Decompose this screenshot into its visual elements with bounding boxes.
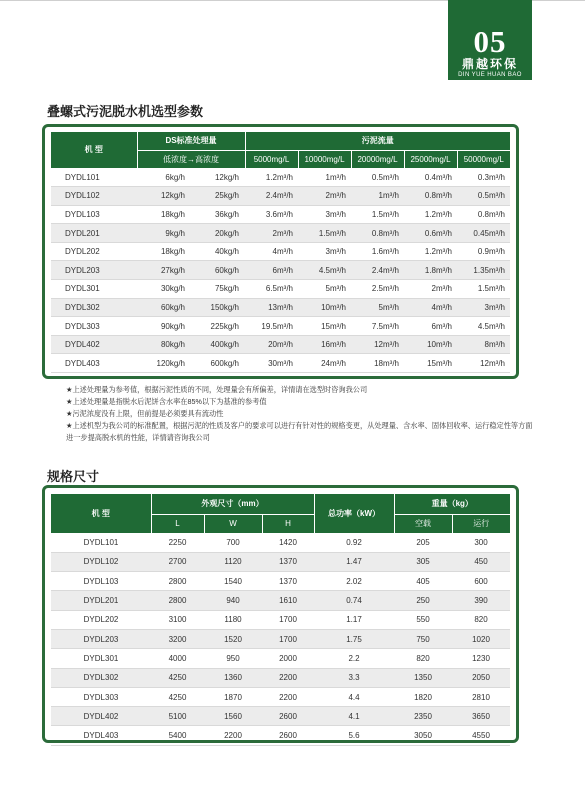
power-cell: 1.17 xyxy=(314,610,394,629)
table-row xyxy=(51,298,510,317)
table-row xyxy=(51,224,510,243)
running-weight-cell: 300 xyxy=(452,533,510,552)
note-item: ★上述处理量为参考值，根据污泥性质的不同，处理量会有所偏差，详情请在选型时咨询我公司 xyxy=(66,385,368,394)
flow-cell: 1.5m³/h xyxy=(351,205,404,224)
model-cell: DYDL202 xyxy=(51,610,151,629)
length-cell: 2700 xyxy=(151,552,204,571)
flow-cell: 2m³/h xyxy=(298,187,351,206)
table-row xyxy=(51,629,510,648)
width-cell: 1540 xyxy=(204,572,262,591)
model-cell: DYDL201 xyxy=(51,224,137,243)
header-weight-col: 运行 xyxy=(452,514,510,533)
power-cell: 3.3 xyxy=(314,668,394,687)
header-flow-col: 50000mg/L xyxy=(457,150,510,168)
flow-cell: 2.4m³/h xyxy=(351,261,404,280)
brand-badge xyxy=(448,0,532,80)
brand-name-cn: 鼎越环保 xyxy=(461,57,518,71)
power-cell: 4.1 xyxy=(314,707,394,726)
header-dim-col: L xyxy=(151,514,204,533)
ds-high-cell: 12kg/h xyxy=(189,168,245,187)
length-cell: 3200 xyxy=(151,629,204,648)
table-row xyxy=(51,261,510,280)
table-row xyxy=(51,242,510,261)
flow-cell: 0.9m³/h xyxy=(457,242,510,261)
empty-weight-cell: 250 xyxy=(394,591,452,610)
ds-low-cell: 80kg/h xyxy=(137,335,189,354)
running-weight-cell: 1230 xyxy=(452,649,510,668)
model-cell: DYDL403 xyxy=(51,354,137,373)
model-cell: DYDL301 xyxy=(51,649,151,668)
ds-high-cell: 150kg/h xyxy=(189,298,245,317)
flow-cell: 30m³/h xyxy=(245,354,298,373)
running-weight-cell: 600 xyxy=(452,572,510,591)
power-cell: 4.4 xyxy=(314,687,394,706)
width-cell: 1870 xyxy=(204,687,262,706)
flow-cell: 0.5m³/h xyxy=(457,187,510,206)
ds-low-cell: 9kg/h xyxy=(137,224,189,243)
table-row xyxy=(51,687,510,706)
section-title-selection: 叠螺式污泥脱水机选型参数 xyxy=(47,104,204,119)
height-cell: 1370 xyxy=(262,572,314,591)
empty-weight-cell: 305 xyxy=(394,552,452,571)
running-weight-cell: 3650 xyxy=(452,707,510,726)
running-weight-cell: 820 xyxy=(452,610,510,629)
power-cell: 2.2 xyxy=(314,649,394,668)
height-cell: 1370 xyxy=(262,552,314,571)
model-cell: DYDL403 xyxy=(51,726,151,745)
flow-cell: 0.3m³/h xyxy=(457,168,510,187)
note-item: ★污泥浓度没有上限，但前提是必须要具有流动性 xyxy=(66,409,224,418)
model-cell: DYDL103 xyxy=(51,205,137,224)
ds-low-cell: 12kg/h xyxy=(137,187,189,206)
table-row xyxy=(51,572,510,591)
length-cell: 4250 xyxy=(151,687,204,706)
flow-cell: 2.4m³/h xyxy=(245,187,298,206)
table-row xyxy=(51,187,510,206)
table-row xyxy=(51,552,510,571)
header-power: 总功率（kW） xyxy=(314,494,394,533)
power-cell: 2.02 xyxy=(314,572,394,591)
model-cell: DYDL402 xyxy=(51,707,151,726)
empty-weight-cell: 550 xyxy=(394,610,452,629)
ds-high-cell: 40kg/h xyxy=(189,242,245,261)
table-row xyxy=(51,168,510,187)
flow-cell: 1.2m³/h xyxy=(404,242,457,261)
width-cell: 1520 xyxy=(204,629,262,648)
flow-cell: 13m³/h xyxy=(245,298,298,317)
flow-cell: 1.35m³/h xyxy=(457,261,510,280)
flow-cell: 6.5m³/h xyxy=(245,280,298,299)
header-flow-title: 污泥流量 xyxy=(245,132,510,150)
table-row xyxy=(51,280,510,299)
section-title-specs: 规格尺寸 xyxy=(47,469,100,484)
height-cell: 1610 xyxy=(262,591,314,610)
width-cell: 1120 xyxy=(204,552,262,571)
ds-high-cell: 25kg/h xyxy=(189,187,245,206)
table-row xyxy=(51,610,510,629)
empty-weight-cell: 820 xyxy=(394,649,452,668)
running-weight-cell: 2050 xyxy=(452,668,510,687)
flow-cell: 0.4m³/h xyxy=(404,168,457,187)
model-cell: DYDL302 xyxy=(51,668,151,687)
model-cell: DYDL301 xyxy=(51,280,137,299)
width-cell: 940 xyxy=(204,591,262,610)
flow-cell: 1.8m³/h xyxy=(404,261,457,280)
length-cell: 3100 xyxy=(151,610,204,629)
table-row xyxy=(51,205,510,224)
running-weight-cell: 1020 xyxy=(452,629,510,648)
flow-cell: 1.5m³/h xyxy=(298,224,351,243)
height-cell: 1420 xyxy=(262,533,314,552)
flow-cell: 6m³/h xyxy=(404,317,457,336)
height-cell: 2600 xyxy=(262,726,314,745)
ds-low-cell: 60kg/h xyxy=(137,298,189,317)
flow-cell: 3.6m³/h xyxy=(245,205,298,224)
flow-cell: 12m³/h xyxy=(457,354,510,373)
ds-low-cell: 27kg/h xyxy=(137,261,189,280)
empty-weight-cell: 205 xyxy=(394,533,452,552)
flow-cell: 4.5m³/h xyxy=(298,261,351,280)
flow-cell: 0.5m³/h xyxy=(351,168,404,187)
power-cell: 1.75 xyxy=(314,629,394,648)
flow-cell: 8m³/h xyxy=(457,335,510,354)
table-row xyxy=(51,317,510,336)
header-weight-title: 重量（kg） xyxy=(394,494,510,514)
table-row xyxy=(51,668,510,687)
height-cell: 2200 xyxy=(262,668,314,687)
header-ds-title: DS标准处理量 xyxy=(137,132,245,150)
flow-cell: 2m³/h xyxy=(404,280,457,299)
ds-low-cell: 18kg/h xyxy=(137,205,189,224)
flow-cell: 0.8m³/h xyxy=(457,205,510,224)
ds-high-cell: 400kg/h xyxy=(189,335,245,354)
length-cell: 2800 xyxy=(151,572,204,591)
flow-cell: 1m³/h xyxy=(298,168,351,187)
table-row xyxy=(51,726,510,745)
flow-cell: 2.5m³/h xyxy=(351,280,404,299)
header-dims-title: 外观尺寸（mm） xyxy=(151,494,314,514)
flow-cell: 4m³/h xyxy=(245,242,298,261)
power-cell: 5.6 xyxy=(314,726,394,745)
flow-cell: 1.6m³/h xyxy=(351,242,404,261)
model-cell: DYDL203 xyxy=(51,629,151,648)
ds-high-cell: 20kg/h xyxy=(189,224,245,243)
model-cell: DYDL303 xyxy=(51,317,137,336)
empty-weight-cell: 2350 xyxy=(394,707,452,726)
model-cell: DYDL103 xyxy=(51,572,151,591)
flow-cell: 0.6m³/h xyxy=(404,224,457,243)
header-weight-col: 空载 xyxy=(394,514,452,533)
flow-cell: 1.2m³/h xyxy=(404,205,457,224)
width-cell: 2200 xyxy=(204,726,262,745)
header-flow-col: 5000mg/L xyxy=(245,150,298,168)
height-cell: 2000 xyxy=(262,649,314,668)
power-cell: 1.47 xyxy=(314,552,394,571)
flow-cell: 3m³/h xyxy=(298,205,351,224)
page-number: 05 xyxy=(473,24,507,59)
ds-low-cell: 30kg/h xyxy=(137,280,189,299)
model-cell: DYDL402 xyxy=(51,335,137,354)
running-weight-cell: 390 xyxy=(452,591,510,610)
model-cell: DYDL202 xyxy=(51,242,137,261)
model-cell: DYDL203 xyxy=(51,261,137,280)
flow-cell: 6m³/h xyxy=(245,261,298,280)
flow-cell: 5m³/h xyxy=(351,298,404,317)
model-cell: DYDL101 xyxy=(51,533,151,552)
empty-weight-cell: 405 xyxy=(394,572,452,591)
header-flow-col: 25000mg/L xyxy=(404,150,457,168)
power-cell: 0.74 xyxy=(314,591,394,610)
note-item: ★上述机型为我公司的标准配置，根据污泥的性质及客户的要求可以进行有针对性的规格变更，从处理量、含水率、固体回收率、运行稳定性等方面进一步提高脱水机的性能，详情请咨询我公司 xyxy=(66,421,533,442)
running-weight-cell: 2810 xyxy=(452,687,510,706)
table-row xyxy=(51,649,510,668)
header-model: 机 型 xyxy=(51,132,137,168)
model-cell: DYDL302 xyxy=(51,298,137,317)
model-cell: DYDL102 xyxy=(51,552,151,571)
running-weight-cell: 4550 xyxy=(452,726,510,745)
flow-cell: 0.8m³/h xyxy=(351,224,404,243)
ds-low-cell: 6kg/h xyxy=(137,168,189,187)
flow-cell: 1m³/h xyxy=(351,187,404,206)
height-cell: 2200 xyxy=(262,687,314,706)
ds-high-cell: 60kg/h xyxy=(189,261,245,280)
length-cell: 2800 xyxy=(151,591,204,610)
empty-weight-cell: 750 xyxy=(394,629,452,648)
table-row xyxy=(51,707,510,726)
length-cell: 2250 xyxy=(151,533,204,552)
ds-low-cell: 18kg/h xyxy=(137,242,189,261)
flow-cell: 2m³/h xyxy=(245,224,298,243)
length-cell: 4250 xyxy=(151,668,204,687)
header-flow-col: 20000mg/L xyxy=(351,150,404,168)
model-cell: DYDL101 xyxy=(51,168,137,187)
power-cell: 0.92 xyxy=(314,533,394,552)
flow-cell: 10m³/h xyxy=(298,298,351,317)
height-cell: 1700 xyxy=(262,629,314,648)
empty-weight-cell: 3050 xyxy=(394,726,452,745)
flow-cell: 12m³/h xyxy=(351,335,404,354)
notes xyxy=(66,384,536,444)
flow-cell: 24m³/h xyxy=(298,354,351,373)
table-row xyxy=(51,335,510,354)
ds-low-cell: 90kg/h xyxy=(137,317,189,336)
running-weight-cell: 450 xyxy=(452,552,510,571)
empty-weight-cell: 1820 xyxy=(394,687,452,706)
height-cell: 1700 xyxy=(262,610,314,629)
flow-cell: 5m³/h xyxy=(298,280,351,299)
height-cell: 2600 xyxy=(262,707,314,726)
empty-weight-cell: 1350 xyxy=(394,668,452,687)
table-row xyxy=(51,591,510,610)
flow-cell: 4.5m³/h xyxy=(457,317,510,336)
table-row xyxy=(51,354,510,373)
flow-cell: 16m³/h xyxy=(298,335,351,354)
table-row xyxy=(51,533,510,552)
flow-cell: 0.8m³/h xyxy=(404,187,457,206)
flow-cell: 1.5m³/h xyxy=(457,280,510,299)
length-cell: 5400 xyxy=(151,726,204,745)
model-cell: DYDL102 xyxy=(51,187,137,206)
flow-cell: 4m³/h xyxy=(404,298,457,317)
ds-low-cell: 120kg/h xyxy=(137,354,189,373)
header-model: 机 型 xyxy=(51,494,151,533)
flow-cell: 7.5m³/h xyxy=(351,317,404,336)
model-cell: DYDL303 xyxy=(51,687,151,706)
header-ds-sub: 低浓度→高浓度 xyxy=(137,150,245,168)
header-dim-col: W xyxy=(204,514,262,533)
flow-cell: 15m³/h xyxy=(404,354,457,373)
width-cell: 950 xyxy=(204,649,262,668)
length-cell: 5100 xyxy=(151,707,204,726)
flow-cell: 19.5m³/h xyxy=(245,317,298,336)
width-cell: 1360 xyxy=(204,668,262,687)
length-cell: 4000 xyxy=(151,649,204,668)
flow-cell: 3m³/h xyxy=(457,298,510,317)
flow-cell: 18m³/h xyxy=(351,354,404,373)
ds-high-cell: 225kg/h xyxy=(189,317,245,336)
model-cell: DYDL201 xyxy=(51,591,151,610)
ds-high-cell: 36kg/h xyxy=(189,205,245,224)
specs-table xyxy=(51,494,510,746)
flow-cell: 20m³/h xyxy=(245,335,298,354)
flow-cell: 15m³/h xyxy=(298,317,351,336)
width-cell: 700 xyxy=(204,533,262,552)
brand-name-en: DIN YUE HUAN BAO xyxy=(458,72,522,78)
selection-table xyxy=(51,132,510,373)
header-flow-col: 10000mg/L xyxy=(298,150,351,168)
flow-cell: 1.2m³/h xyxy=(245,168,298,187)
ds-high-cell: 600kg/h xyxy=(189,354,245,373)
width-cell: 1180 xyxy=(204,610,262,629)
width-cell: 1560 xyxy=(204,707,262,726)
ds-high-cell: 75kg/h xyxy=(189,280,245,299)
note-item: ★上述处理量是指脱水后泥饼含水率在85%以下为基准的参考值 xyxy=(66,397,267,406)
flow-cell: 3m³/h xyxy=(298,242,351,261)
flow-cell: 10m³/h xyxy=(404,335,457,354)
header-dim-col: H xyxy=(262,514,314,533)
flow-cell: 0.45m³/h xyxy=(457,224,510,243)
